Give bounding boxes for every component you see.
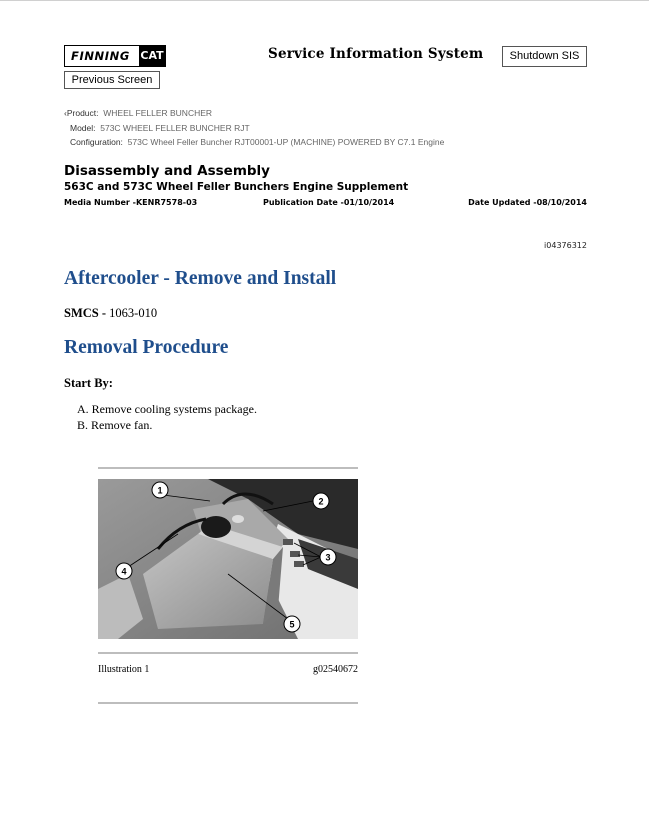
figure-top-divider: [98, 467, 358, 469]
start-by-label: Start By:: [64, 376, 113, 390]
system-title: Service Information System: [268, 46, 484, 62]
callout-5: [284, 616, 300, 632]
breadcrumb-product[interactable]: [64, 108, 212, 118]
configuration-label: Configuration:: [70, 137, 123, 147]
configuration-value: 573C Wheel Feller Buncher RJT00001-UP (MACHINE) POWERED BY C7.1 Engine: [127, 137, 445, 147]
product-value: WHEEL FELLER BUNCHER: [103, 108, 213, 118]
media-number: Media Number -KENR7578-03: [64, 198, 198, 207]
smcs-label: SMCS -: [64, 306, 107, 320]
svg-text:5: 5: [289, 619, 295, 630]
figure-bottom-divider: [98, 702, 358, 704]
logo-cat-badge: CAT: [139, 46, 165, 66]
callout-4: [116, 563, 132, 579]
breadcrumb-model: [70, 123, 250, 133]
svg-text:2: 2: [318, 496, 324, 507]
top-divider: [0, 0, 649, 1]
figure-caption-divider: [98, 652, 358, 654]
chevron-left-icon: ‹: [64, 108, 67, 118]
smcs-value: 1063-010: [109, 306, 158, 320]
publication-date: Publication Date -01/10/2014: [263, 198, 395, 207]
model-value: 573C WHEEL FELLER BUNCHER RJT: [100, 123, 250, 133]
callout-3: [320, 549, 336, 565]
document-type: Disassembly and Assembly: [64, 163, 270, 179]
logo-finning-text: FINNING: [71, 49, 130, 63]
shutdown-sis-button[interactable]: Shutdown SIS: [502, 46, 587, 67]
step-item: A. Remove cooling systems package.: [77, 402, 257, 416]
figure-caption: Illustration 1: [98, 664, 150, 675]
svg-text:3: 3: [325, 552, 331, 563]
figure-graphic-id: g02540672: [313, 664, 358, 675]
document-id: i04376312: [544, 241, 587, 250]
callout-1: [152, 482, 168, 498]
step-list: [77, 402, 257, 433]
section-heading: Removal Procedure: [64, 337, 229, 358]
page-title: Aftercooler - Remove and Install: [64, 268, 337, 289]
svg-text:4: 4: [121, 566, 127, 577]
document-title: 563C and 573C Wheel Feller Bunchers Engine Supplement: [64, 181, 409, 193]
breadcrumb-configuration: [70, 137, 444, 147]
finning-cat-logo: [64, 45, 166, 67]
svg-text:1: 1: [157, 485, 163, 496]
previous-screen-button[interactable]: Previous Screen: [64, 71, 160, 89]
smcs-code: [64, 306, 157, 321]
callout-2: [313, 493, 329, 509]
aftercooler-illustration: [98, 479, 358, 639]
date-updated: Date Updated -08/10/2014: [468, 198, 587, 207]
model-label: Model:: [70, 123, 96, 133]
product-label: Product:: [66, 108, 99, 118]
step-item: B. Remove fan.: [77, 417, 153, 432]
